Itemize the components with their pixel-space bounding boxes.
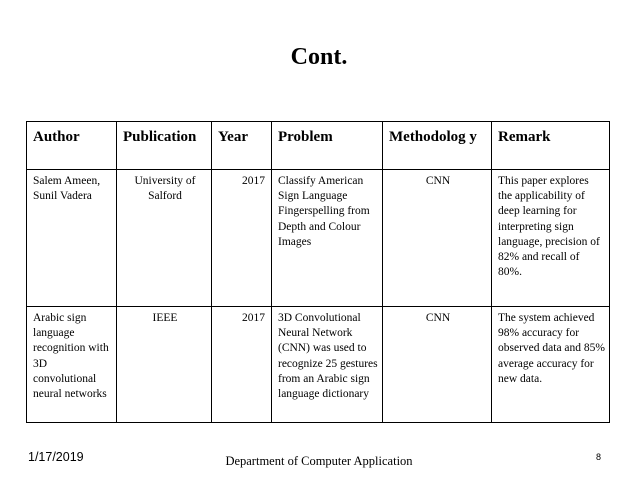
footer-date: 1/17/2019 <box>28 450 84 464</box>
cell-remark: This paper explores the applicability of deep learning for interpreting sign language, precision of 82% and recall of 80%. <box>492 170 610 307</box>
cell-remark: The system achieved 98% accuracy for observed data and 85% average accuracy for new data. <box>492 307 610 423</box>
footer-department: Department of Computer Application <box>225 454 413 468</box>
literature-table <box>26 121 610 423</box>
cell-year: 2017 <box>212 170 272 307</box>
cell-problem: 3D Convolutional Neural Network (CNN) was used to recognize 25 gestures from an Arabic sign language dictionary <box>272 307 383 423</box>
cell-publication: IEEE <box>117 307 212 423</box>
cell-publication: University of Salford <box>117 170 212 307</box>
page-number: 8 <box>595 452 601 462</box>
header-author: Author <box>27 122 117 170</box>
cell-year: 2017 <box>212 307 272 423</box>
header-remark: Remark <box>492 122 610 170</box>
cell-methodology: CNN <box>383 170 492 307</box>
cell-problem: Classify American Sign Language Fingerspelling from Depth and Colour Images <box>272 170 383 307</box>
cell-author: Arabic sign language recognition with 3D convolutional neural networks <box>27 307 117 423</box>
table-header-row <box>27 122 610 170</box>
header-problem: Problem <box>272 122 383 170</box>
header-publication: Publication <box>117 122 212 170</box>
table-row <box>27 170 610 307</box>
cell-methodology: CNN <box>383 307 492 423</box>
cell-author: Salem Ameen, Sunil Vadera <box>27 170 117 307</box>
header-year: Year <box>212 122 272 170</box>
header-methodology: Methodolog y <box>383 122 492 170</box>
table-row <box>27 307 610 423</box>
slide-title: Cont. <box>290 44 348 70</box>
